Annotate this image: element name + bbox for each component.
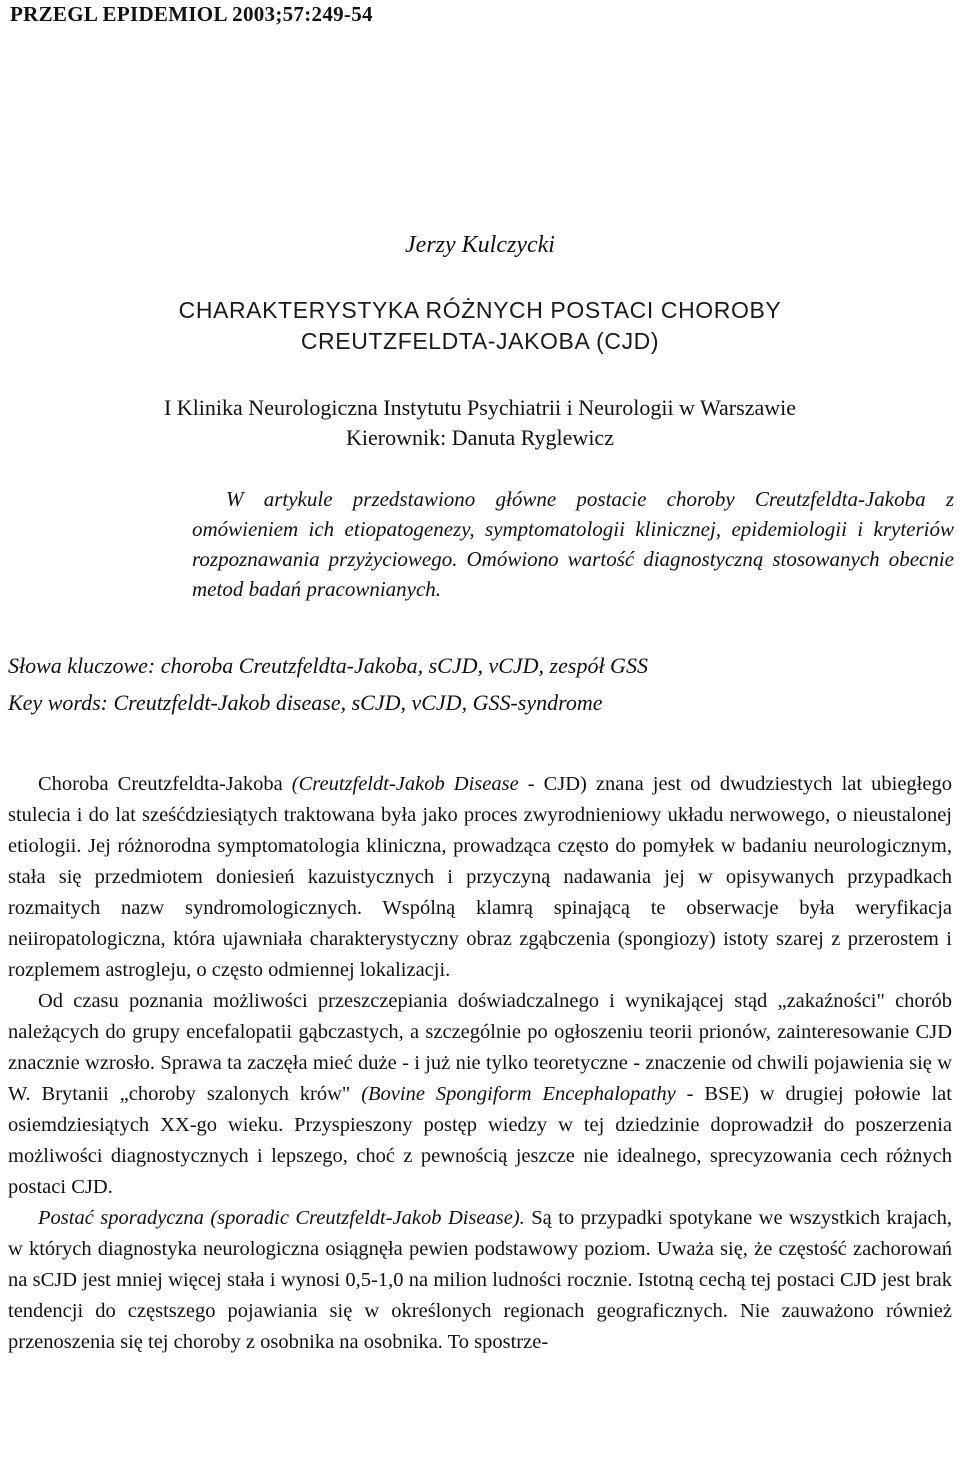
- italic-term: (Creutzfeldt-Jakob Disease: [291, 773, 519, 795]
- body-paragraph-2: [8, 986, 952, 1203]
- title-line: CHARAKTERYSTYKA RÓŻNYCH POSTACI CHOROBY: [178, 297, 782, 323]
- section-heading-italic: Postać sporadyczna (sporadic Creutzfeldt-Jakob Disease).: [38, 1207, 525, 1229]
- text-run: - CJD) znana jest od dwudziestych lat ubiegłego stulecia i do lat sześćdziesiątych traktowana była jako proces zwyrodnieniowy układu nerwowego, o nieustalonej etiologii. Jej różnorodna symptomatologia kliniczna, prowadząca często do pomyłek w badaniu neurologicznym, stała się przedmiotem doniesień kazuistycznych i przyczyną nadawania jej w opisywanych przypadkach rozmaitych nazw syndromologicznych. Wspólną klamrą spinającą te obserwacje była weryfikacja neiiropatologiczna, która ujawniała charakterystyczny obraz zgąbczenia (spongiozy) istoty szarej z przerostem i rozplemem astrogleju, o często odmiennej lokalizacji.: [8, 773, 952, 981]
- text-run: - BSE) w drugiej połowie lat osiemdziesiątych XX-go wieku. Przyspieszony postęp wiedzy w tej dziedzinie doprowadził do poszerzenia możliwości diagnostycznych i lepszego, choć z pewnością jeszcze nie idealnego, sprecyzowania cech różnych postaci CJD.: [8, 1083, 952, 1198]
- article-body: [8, 769, 952, 1358]
- affiliation: [0, 393, 960, 453]
- article-title: [0, 295, 960, 357]
- author-name: Jerzy Kulczycki: [405, 232, 555, 258]
- affiliation-institute: I Klinika Neurologiczna Instytutu Psychiatrii i Neurologii w Warszawie: [163, 395, 796, 420]
- affiliation-head: Kierownik: Danuta Ryglewicz: [346, 425, 614, 450]
- title-line: CREUTZFELDTA-JAKOBA (CJD): [300, 328, 660, 354]
- text-run: Od czasu poznania możliwości przeszczepiania doświadczalnego i wynikającej stąd „zakaźności" chorób należących do grupy encefalopatii gąbczastych, a szczególnie po ogłoszeniu teorii prionów, zainteresowanie CJD znacznie wzrosło. Sprawa ta zaczęła mieć duże - i już nie tylko teoretyczne - znaczenie od chwili pojawienia się w W. Brytanii „choroby szalonych krów": [8, 990, 952, 1105]
- abstract: W artykule przedstawiono główne postacie choroby Creutzfeldta-Jakoba z omówieniem ich etiopatogenezy, symptomatologii klinicznej, epidemiologii i kryteriów rozpoznawania przyżyciowego. Omówiono wartość diagnostyczną stosowanych obecnie metod badań pracownianych.: [192, 487, 954, 601]
- keywords-polish: Słowa kluczowe: choroba Creutzfeldta-Jakoba, sCJD, vCJD, zespół GSS: [8, 653, 648, 678]
- text-run: Choroba Creutzfeldta-Jakoba: [38, 773, 292, 795]
- italic-term: (Bovine Spongiform Encephalopathy: [361, 1083, 676, 1105]
- body-paragraph-1: [8, 769, 952, 986]
- body-paragraph-3: [8, 1203, 952, 1358]
- journal-reference: PRZEGL EPIDEMIOL 2003;57:249-54: [10, 2, 373, 26]
- keywords-english: Key words: Creutzfeldt-Jakob disease, sCJD, vCJD, GSS-syndrome: [8, 690, 603, 715]
- text-run: Są to przypadki spotykane we wszystkich krajach, w których diagnostyka neurologiczna osiągnęła pewien podstawowy poziom. Uważa się, że częstość zachorowań na sCJD jest mniej więcej stała i wynosi 0,5-1,0 na milion ludności rocznie. Istotną cechą tej postaci CJD jest brak tendencji do częstszego pojawiania się w określonych regionach geograficznych. Nie zauważono również przenoszenia się tej choroby z osobnika na osobnika. To spostrze-: [8, 1207, 952, 1353]
